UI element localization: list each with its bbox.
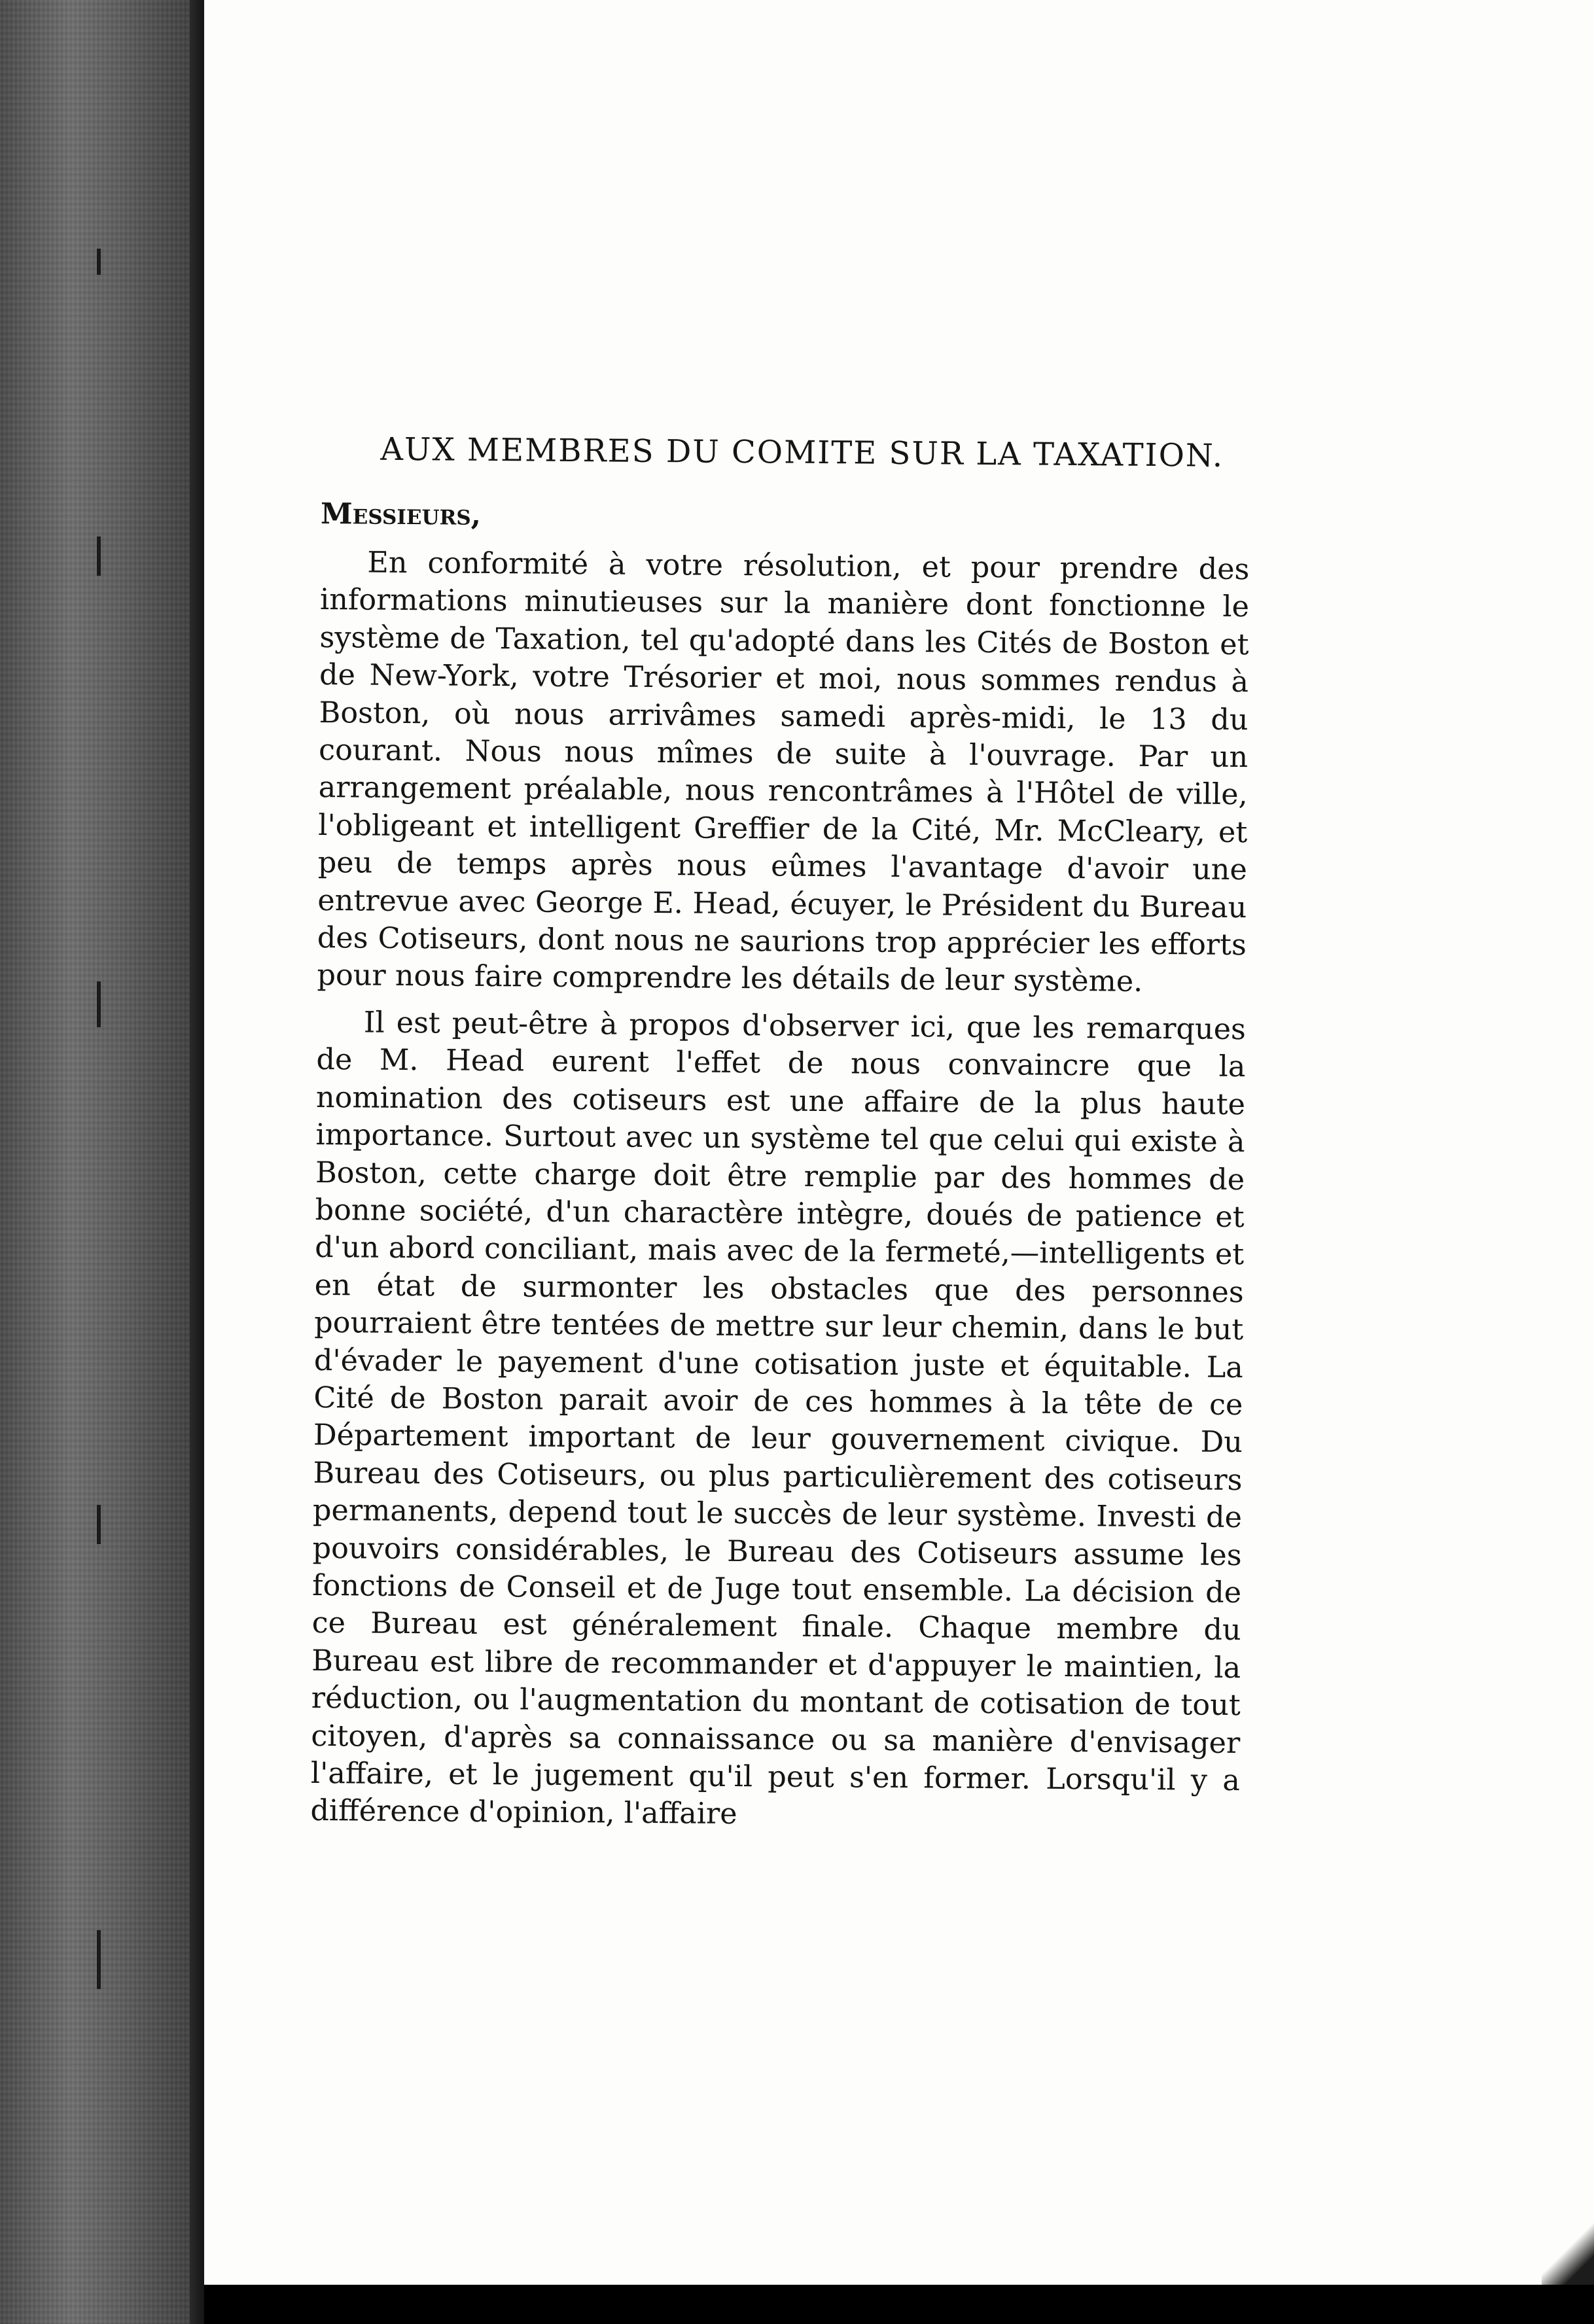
scan-bottom-border xyxy=(204,2285,1594,2324)
paragraph-1: En conformité à votre résolution, et pour prendre des informations minutieuses sur la manière dont fonctionne le système de Taxation, tel qu'adopté dans les Cités de Boston et de New-York, votre Trésorier et moi, nous sommes rendus à Boston, où nous arrivâmes samedi après-midi, le 13 du courant. Nous nous mîmes de suite à l'ouvrage. Par un arrangement préalable, nous rencontrâmes à l'Hôtel de ville, l'obligeant et intelligent Greffier de la Cité, Mr. McCleary, et peu de temps après nous eûmes l'avantage d'avoir une entrevue avec George E. Head, écuyer, le Président du Bureau des Cotiseurs, dont nous ne saurions trop apprécier les efforts pour nous faire comprendre les détails de leur système. xyxy=(317,546,1250,999)
binding-thread-mark xyxy=(97,1505,101,1544)
binding-thread-mark xyxy=(97,249,101,275)
gutter-shadow xyxy=(190,0,204,2324)
paper-page xyxy=(204,0,1594,2324)
binding-thread-mark xyxy=(97,537,101,576)
page-text xyxy=(310,431,1250,1846)
binding-thread-mark xyxy=(97,1930,101,1989)
document-title: AUX MEMBRES DU COMITE SUR LA TAXATION. xyxy=(380,431,1224,474)
book-binding xyxy=(0,0,203,2324)
binding-thread-mark xyxy=(97,981,101,1027)
paragraph-2: Il est peut-être à propos d'observer ici, que les remarques de M. Head eurent l'effet de nous convaincre que la nomination des cotiseurs est une affaire de la plus haute importance. Surtout avec un système tel que celui qui existe à Boston, cette charge doit être remplie par des hommes de bonne société, d'un charactère intègre, doués de patience et d'un abord conciliant, mais avec de la fermeté,—intelligents et en état de surmonter les obstacles que des personnes pourraient être tentées de mettre sur leur chemin, dans le but d'évader le payement d'une cotisation juste et équitable. La Cité de Boston parait avoir de ces hommes à la tête de ce Département important de leur gouvernement civique. Du Bureau des Cotiseurs, ou plus particulièrement des cotiseurs permanents, depend tout le succès de leur système. Investi de pouvoirs considérables, le Bureau des Cotiseurs assume les fonctions de Conseil et de Juge tout ensemble. La décision de ce Bureau est généralement finale. Chaque membre du Bureau est libre de recommander et d'appuyer le maintien, la réduction, ou l'augmentation du montant de cotisation de tout citoyen, d'après sa connaissance ou sa manière d'envisager l'affaire, et le jugement qu'il peut s'en former. Lorsqu'il y a différence d'opinion, l'affaire xyxy=(310,1006,1247,1831)
salutation: Messieurs, xyxy=(320,497,482,532)
